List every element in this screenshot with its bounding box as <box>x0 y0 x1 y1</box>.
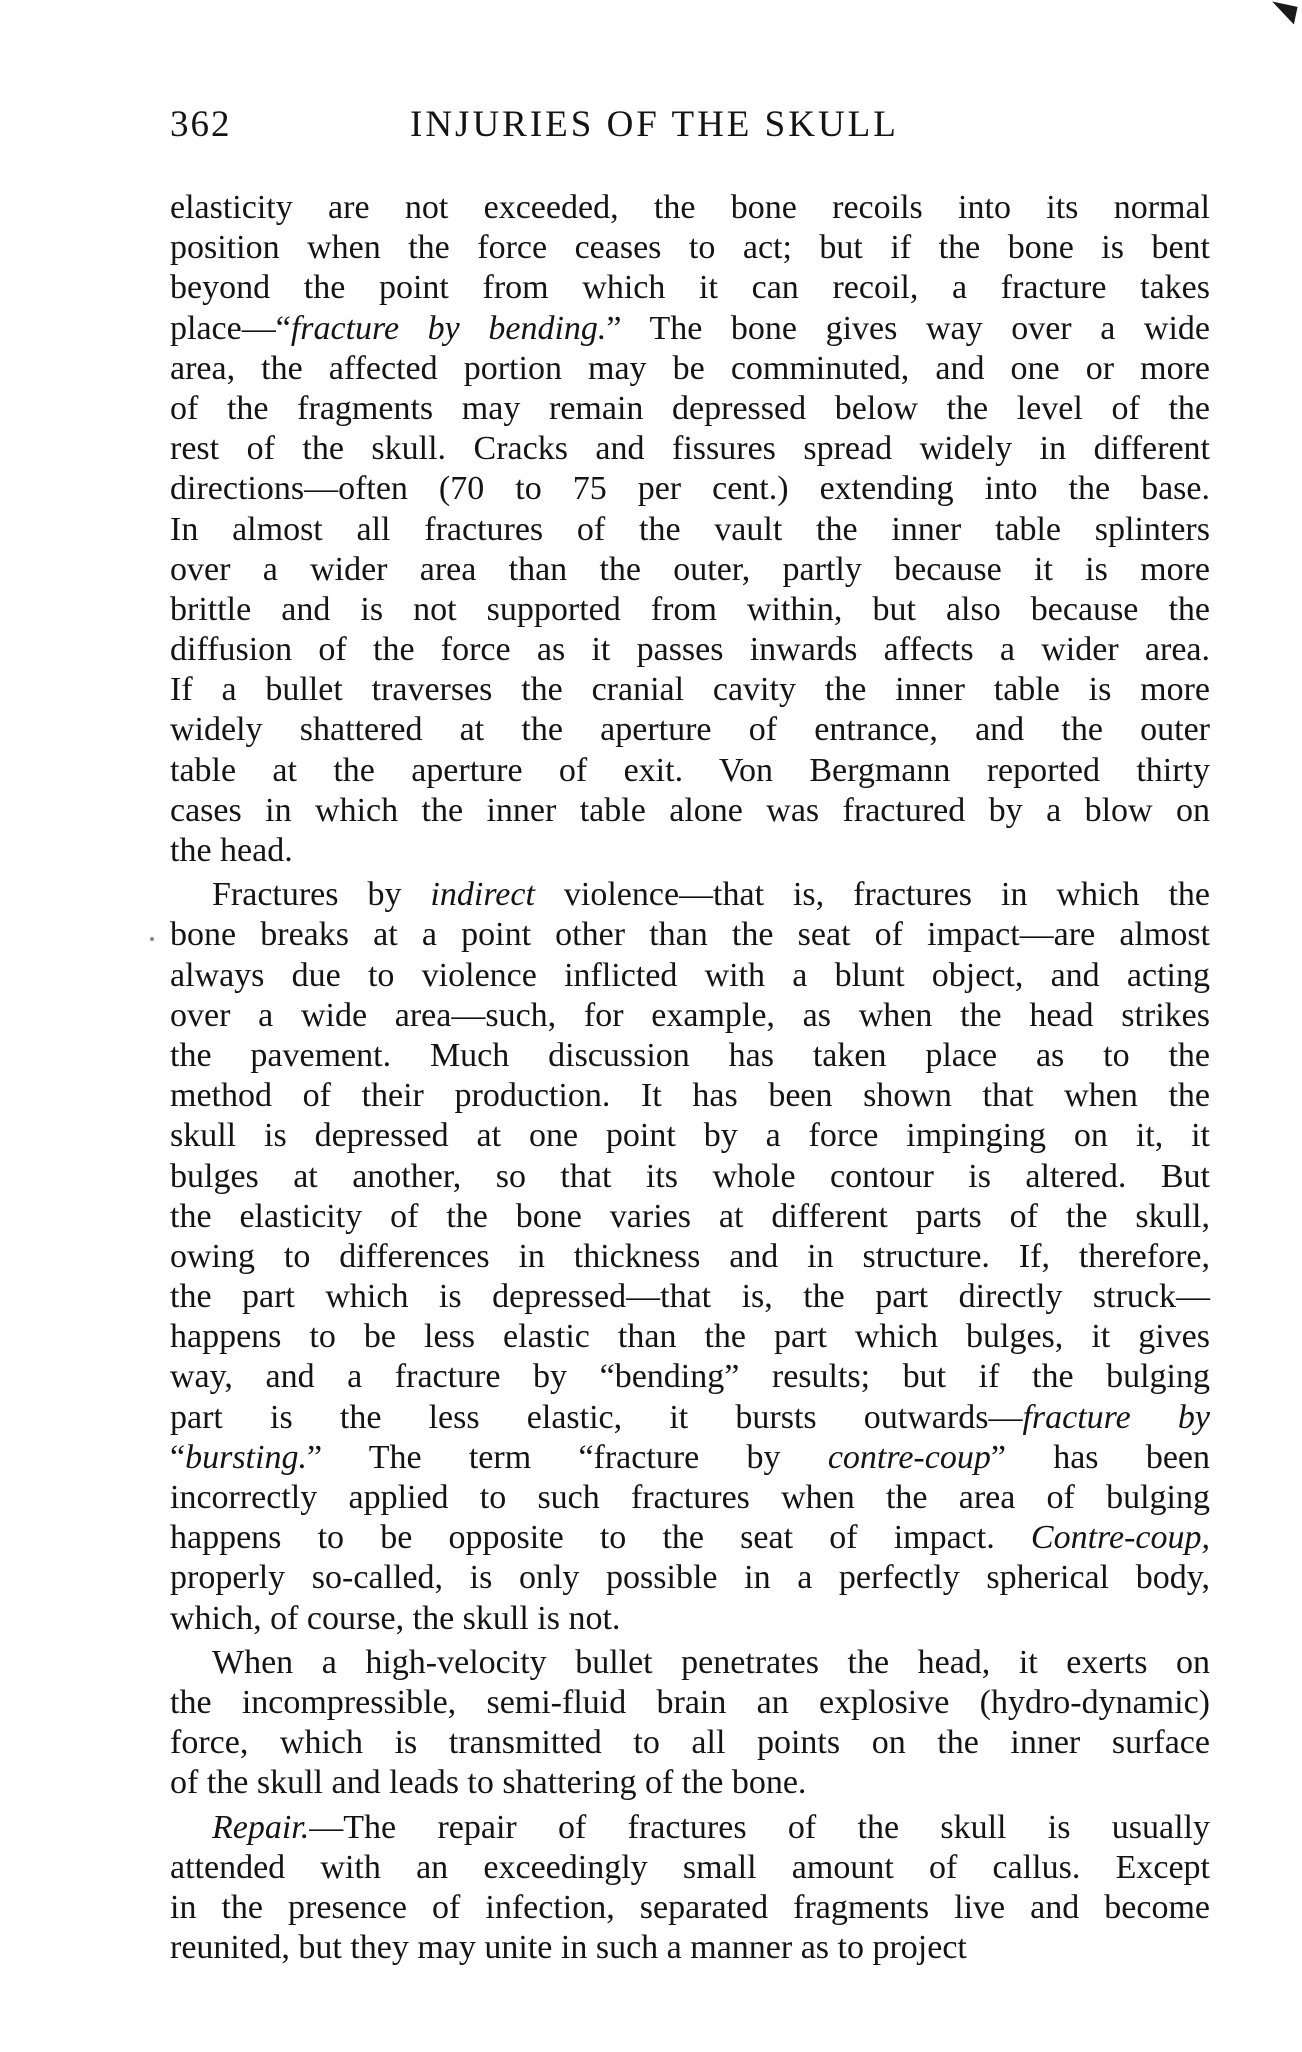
text-line: method of their production. It has been shown that when the <box>170 1077 1210 1115</box>
text-line: elasticity are not exceeded, the bone recoils into its normal <box>170 189 1210 226</box>
text-line: bulges at another, so that its whole contour is altered. But <box>170 1157 1210 1195</box>
text-line: the head. <box>170 832 293 869</box>
text-line: happens to be opposite to the seat of impact. Contre-coup, <box>170 1519 1210 1557</box>
text-line: directions—often (70 to 75 per cent.) extending into the base. <box>170 470 1210 508</box>
text-line: of the fragments may remain depressed below the level of the <box>170 389 1210 427</box>
text-line: of the skull and leads to shattering of the bone. <box>170 1764 807 1802</box>
text-line: When a high-velocity bullet penetrates the head, it exerts on <box>212 1643 1210 1681</box>
margin-speck <box>150 937 154 941</box>
text-line: which, of course, the skull is not. <box>170 1599 621 1637</box>
text-line: cases in which the inner table alone was fractured by a blow on <box>170 791 1210 829</box>
italic-text: fracture by bending. <box>290 309 607 347</box>
italic-text: indirect <box>430 876 535 914</box>
paragraph <box>170 1808 1210 1969</box>
text-line: If a bullet traverses the cranial cavity the inner table is more <box>170 671 1210 709</box>
text-line: widely shattered at the aperture of entrance, and the outer <box>170 711 1210 749</box>
text-line: skull is depressed at one point by a force impinging on it, it <box>170 1117 1210 1155</box>
text-line: table at the aperture of exit. Von Bergmann reported thirty <box>170 751 1210 789</box>
body-text <box>170 188 1210 1968</box>
paragraph <box>170 1643 1210 1804</box>
text-line: over a wide area—such, for example, as when the head strikes <box>170 996 1210 1034</box>
text-line: force, which is transmitted to all points on the inner surface <box>170 1724 1210 1762</box>
text-line: reunited, but they may unite in such a manner as to project <box>170 1929 967 1967</box>
text-line: in the presence of infection, separated fragments live and become <box>170 1888 1210 1926</box>
running-head <box>170 95 1210 155</box>
text-line: properly so-called, is only possible in a perfectly spherical body, <box>170 1559 1210 1597</box>
italic-text: contre-coup <box>827 1438 991 1476</box>
text-line: the elasticity of the bone varies at different parts of the skull, <box>170 1197 1210 1235</box>
text-line: In almost all fractures of the vault the inner table splinters <box>170 510 1210 548</box>
text-line: the part which is depressed—that is, the part directly struck— <box>170 1278 1210 1316</box>
text-line: the incompressible, semi-fluid brain an explosive (hydro-dynamic) <box>170 1683 1210 1721</box>
text-line: always due to violence inflicted with a blunt object, and acting <box>170 956 1210 994</box>
page-number: 362 <box>170 104 232 145</box>
text-line: beyond the point from which it can recoil, a fracture takes <box>170 269 1210 307</box>
text-line: owing to differences in thickness and in structure. If, therefore, <box>170 1237 1210 1275</box>
text-line: brittle and is not supported from within, but also because the <box>170 590 1210 628</box>
text-line: incorrectly applied to such fractures when the area of bulging <box>170 1479 1210 1516</box>
text-line: “bursting.” The term “fracture by contre-coup” has been <box>170 1438 1210 1476</box>
text-line: the pavement. Much discussion has taken place as to the <box>170 1036 1210 1074</box>
text-line: Fractures by indirect violence—that is, fractures in which the <box>212 876 1210 914</box>
page-corner-mark <box>1268 1 1297 24</box>
paragraph <box>170 188 1210 871</box>
text-line: area, the affected portion may be comminuted, and one or more <box>170 349 1210 387</box>
italic-text: fracture by <box>1022 1398 1210 1436</box>
text-line: diffusion of the force as it passes inwards affects a wider area. <box>170 631 1210 669</box>
text-line: position when the force ceases to act; but if the bone is bent <box>170 229 1210 267</box>
paragraph <box>170 875 1210 1639</box>
italic-text: bursting. <box>185 1438 307 1476</box>
text-line: bone breaks at a point other than the seat of impact—are almost <box>170 916 1210 954</box>
text-line: way, and a fracture by “bending” results; but if the bulging <box>170 1358 1210 1396</box>
text-line: over a wider area than the outer, partly because it is more <box>170 550 1210 588</box>
italic-text: Repair. <box>212 1808 310 1846</box>
text-line: rest of the skull. Cracks and fissures spread widely in different <box>170 430 1210 468</box>
text-line: happens to be less elastic than the part which bulges, it gives <box>170 1318 1210 1356</box>
italic-text: Contre-coup, <box>1030 1519 1210 1557</box>
text-line: attended with an exceedingly small amount of callus. Except <box>170 1848 1210 1886</box>
chapter-title: INJURIES OF THE SKULL <box>410 104 899 145</box>
text-line: Repair.—The repair of fractures of the skull is usually <box>212 1808 1210 1846</box>
text-line: part is the less elastic, it bursts outwards—fracture by <box>170 1398 1210 1436</box>
text-line: place—“fracture by bending.” The bone gives way over a wide <box>170 309 1210 347</box>
